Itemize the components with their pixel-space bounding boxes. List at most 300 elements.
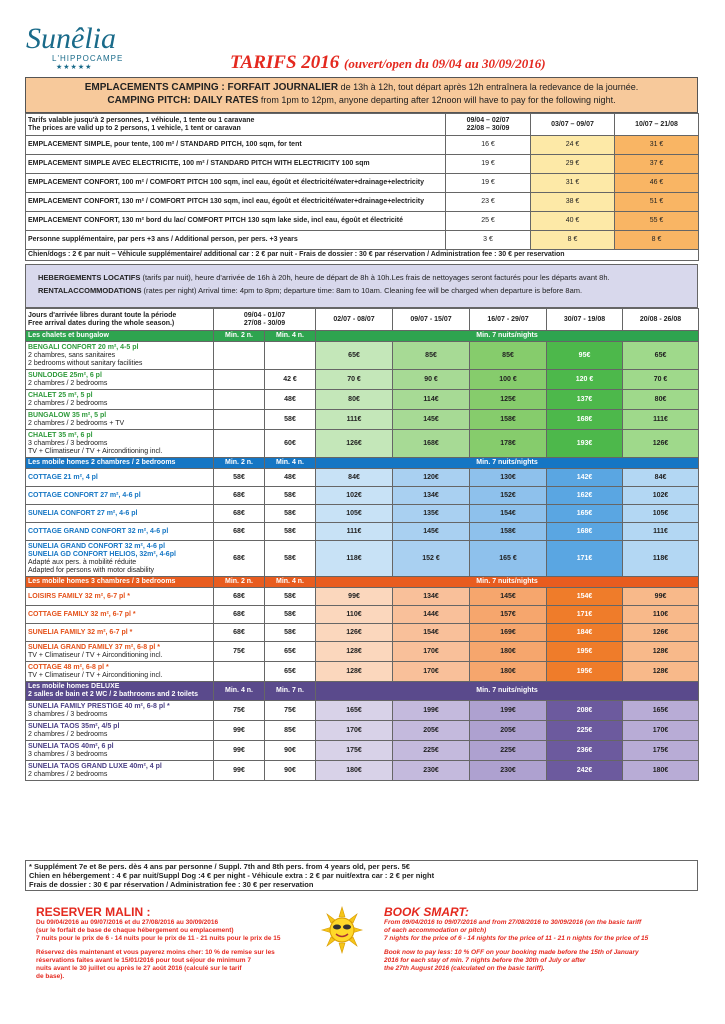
price-cell: 144€ [393,606,470,624]
accommodation-cell [26,662,214,682]
price-cell: 134€ [393,588,470,606]
camping-footer: Chien/dogs : 2 € par nuit – Véhicule supplémentaire/ additional car : 2 € par nuit - Frais de dossier : 30 € par réservation / Administration fee : 30 € per reservation [26,250,699,261]
price-cell: 102€ [623,487,699,505]
price-cell: 68€ [214,523,265,541]
section-header-row [26,331,699,342]
price-cell: 225€ [393,741,470,761]
reserver-block [36,905,336,981]
price-cell: 118€ [623,541,699,577]
price-cell: 68€ [214,541,265,577]
price-cell: 128€ [316,662,393,682]
note-line: Frais de dossier : 30 € par réservation / Administration fee : 30 € per reservation [29,880,314,889]
camping-intro-en: The prices are valid up to 2 persons, 1 vehicle, 1 tent or caravan [28,124,241,132]
price-cell: 75€ [265,701,316,721]
price-cell: 99€ [316,588,393,606]
price-cell: 75€ [214,701,265,721]
price-cell: 170€ [316,721,393,741]
accommodation-cell [26,370,214,390]
price-cell: 126€ [623,430,699,458]
accommodation-row [26,624,699,642]
accommodation-cell [26,430,214,458]
accommodation-name: SUNELIA CONFORT 27 m², 4-6 pl [28,509,138,517]
accommodation-desc: 2 chambres / 2 bedrooms [28,730,108,738]
accommodation-row [26,721,699,741]
rental-intro: Jours d'arrivée libres durant toute la période Free arrival dates during the whole season.) [26,309,214,331]
camping-head-fr-bold: EMPLACEMENTS CAMPING : FORFAIT JOURNALIER [84,82,339,93]
price-cell: 199€ [470,701,547,721]
rental-table [25,308,699,781]
section-title [26,331,214,342]
price-cell: 169€ [470,624,547,642]
price-cell: 175€ [623,741,699,761]
price-cell: 85€ [393,342,470,370]
reserver-line: réservations faites avant le 15/01/2016 pour tout séjour de minimum 7 [36,957,251,964]
price-cell: 184€ [547,624,623,642]
price-cell: 111€ [623,523,699,541]
price-cell: 154€ [547,588,623,606]
price-cell: 80€ [623,390,699,410]
section-title-text: Les chalets et bungalow [28,332,109,339]
price-cell: 165€ [623,701,699,721]
accommodation-row [26,469,699,487]
accommodation-desc: 2 chambres / 2 bedrooms + TV [28,419,125,427]
accommodation-row [26,523,699,541]
camping-price: 3 € [446,231,531,250]
price-cell: 48€ [265,469,316,487]
section-min-stay: Min. 4 n. [214,682,265,701]
price-cell: 154€ [470,505,547,523]
price-cell: 90 € [393,370,470,390]
price-cell: 180€ [470,662,547,682]
section-min-nights: Min. 7 nuits/nights [316,577,699,588]
price-cell: 100 € [470,370,547,390]
camping-period-header: 10/07 – 21/08 [615,114,699,136]
price-cell: 126€ [316,624,393,642]
price-cell: 145€ [393,523,470,541]
rental-period-header: 16/07 - 29/07 [470,309,547,331]
accommodation-cell [26,469,214,487]
accommodation-name: CHALET 25 m², 5 pl [28,391,93,399]
price-cell: 170€ [393,642,470,662]
rental-header [25,264,698,308]
section-min-nights: Min. 7 nuits/nights [316,682,699,701]
rental-head-fr: (tarifs par nuit), heure d'arrivée de 16h à 20h, heure de départ de 8h à 10h.Les frais de nettoyages seront facturés pour les départs avant 8h. [140,273,610,282]
price-cell: 111€ [316,523,393,541]
accommodation-desc: 3 chambres / 3 bedrooms [28,439,108,447]
price-cell: 168€ [393,430,470,458]
accommodation-cell [26,487,214,505]
price-cell: 105€ [623,505,699,523]
price-cell: 65€ [316,342,393,370]
price-cell: 158€ [470,410,547,430]
accommodation-cell [26,721,214,741]
price-cell: 165 € [470,541,547,577]
accommodation-row [26,741,699,761]
camping-price: 8 € [615,231,699,250]
rental-head-en-bold: RENTALACCOMMODATIONS [38,286,142,295]
section-min-nights: Min. 7 nuits/nights [316,331,699,342]
camping-head-en: from 1pm to 12pm, anyone departing after 12noon will have to pay for the following night. [258,95,616,105]
price-cell: 126€ [623,624,699,642]
price-cell: 68€ [214,606,265,624]
camping-row [26,155,699,174]
price-cell: 225€ [547,721,623,741]
camping-row [26,136,699,155]
price-cell: 99€ [623,588,699,606]
camping-price: 37 € [615,155,699,174]
accommodation-row [26,370,699,390]
camping-periods-row [26,114,699,136]
price-cell: 99€ [214,741,265,761]
camping-pitch-label: EMPLACEMENT CONFORT, 100 m² / COMFORT PITCH 100 sqm, incl eau, égoût et électricité/water+drainage+electricity [26,174,446,193]
accommodation-row [26,342,699,370]
price-cell: 68€ [214,588,265,606]
camping-footer-row [26,250,699,261]
price-cell: 162€ [547,487,623,505]
camping-pitch-label: EMPLACEMENT CONFORT, 130 m² bord du lac/ COMFORT PITCH 130 sqm lake side, incl eau, égoût et électricité [26,212,446,231]
price-cell: 128€ [623,662,699,682]
accommodation-name: BENGALI CONFORT 20 m², 4-5 pl [28,343,139,351]
price-cell: 145€ [470,588,547,606]
price-cell: 65€ [623,342,699,370]
price-cell: 170€ [623,721,699,741]
accommodation-name: COTTAGE FAMILY 32 m², 6-7 pl * [28,610,136,618]
reserver-line: de base). [36,973,65,980]
price-cell: 168€ [547,523,623,541]
price-cell: 199€ [393,701,470,721]
camping-price: 8 € [531,231,615,250]
price-cell: 118€ [316,541,393,577]
accommodation-row [26,588,699,606]
section-title [26,682,214,701]
price-cell: 110€ [623,606,699,624]
price-cell: 125€ [470,390,547,410]
camping-price: 51 € [615,193,699,212]
price-cell [214,342,265,370]
section-title [26,458,214,469]
price-cell: 152 € [393,541,470,577]
section-title-text: Les mobile homes 2 chambres / 2 bedrooms [28,459,176,466]
accommodation-row [26,761,699,781]
accommodation-desc: 2 bedrooms without sanitary facilities [28,359,143,367]
reserver-line: Du 09/04/2016 au 09/07/2016 et du 27/08/2016 au 30/09/2016 [36,919,219,926]
price-cell: 85€ [265,721,316,741]
accommodation-name: SUNELIA GRAND CONFORT 32 m², 4-6 pl [28,542,166,550]
rental-periods-row [26,309,699,331]
price-cell: 84€ [316,469,393,487]
camping-row [26,231,699,250]
camping-price: 55 € [615,212,699,231]
camping-price: 31 € [615,136,699,155]
price-cell: 175€ [316,741,393,761]
accommodation-name: SUNELIA GRAND FAMILY 37 m², 6-8 pl * [28,643,160,651]
camping-price: 40 € [531,212,615,231]
accommodation-desc: TV + Climatiseur / TV + Airconditioning incl. [28,447,163,455]
accommodation-row [26,410,699,430]
section-min-stay: Min. 4 n. [265,331,316,342]
book-line: 7 nights for the price of 6 - 14 nights for the price of 11 - 21 n nights for the price of 15 [384,935,649,942]
price-cell: 128€ [316,642,393,662]
price-cell: 84€ [623,469,699,487]
price-cell: 60€ [265,430,316,458]
accommodation-name: SUNELIA TAOS GRAND LUXE 40m², 4 pl [28,762,162,770]
price-cell: 58€ [265,487,316,505]
accommodation-cell [26,741,214,761]
price-cell: 110€ [316,606,393,624]
accommodation-name: BUNGALOW 35 m², 5 pl [28,411,107,419]
price-cell: 193€ [547,430,623,458]
camping-price: 24 € [531,136,615,155]
reserver-line: 7 nuits pour le prix de 6 - 14 nuits pour le prix de 11 - 21 nuits pour le prix de 15 [36,935,281,942]
camping-price: 29 € [531,155,615,174]
price-cell: 180€ [623,761,699,781]
accommodation-desc: 3 chambres / 3 bedrooms [28,710,108,718]
price-cell: 168€ [547,410,623,430]
price-cell [214,662,265,682]
camping-pitch-label: EMPLACEMENT SIMPLE AVEC ELECTRICITE, 100 m² / STANDARD PITCH WITH ELECTRICITY 100 sqm [26,155,446,174]
price-cell: 114€ [393,390,470,410]
logo-word: Sunêlia [26,22,116,55]
book-line: From 09/04/2016 to 09/07/2016 and from 27/08/2016 to 30/09/2016 (on the basic tariff [384,919,642,926]
price-cell: 126€ [316,430,393,458]
accommodation-cell [26,642,214,662]
accommodation-name: COTTAGE GRAND CONFORT 32 m², 4-6 pl [28,527,169,535]
price-cell: 58€ [265,523,316,541]
price-cell: 111€ [316,410,393,430]
price-cell: 42 € [265,370,316,390]
rental-head-fr-bold: HEBERGEMENTS LOCATIFS [38,273,141,282]
price-cell: 120€ [393,469,470,487]
price-cell: 242€ [547,761,623,781]
rental-period-header: 20/08 - 26/08 [623,309,699,331]
book-line: the 27th August 2016 (calculated on the basic tariff). [384,965,545,972]
price-cell: 58€ [265,606,316,624]
price-cell: 58€ [265,541,316,577]
price-cell: 105€ [316,505,393,523]
camping-price: 16 € [446,136,531,155]
camping-pitch-label: EMPLACEMENT CONFORT, 130 m² / COMFORT PITCH 130 sqm, incl eau, égoût et électricité/water+drainage+electricity [26,193,446,212]
accommodation-name: SUNELIA GD CONFORT HELIOS, 32m², 4-6pl [28,550,176,558]
price-cell: 152€ [470,487,547,505]
accommodation-cell [26,588,214,606]
title-sub: (ouvert/open du 09/04 au 30/09/2016) [344,56,546,71]
book-line: 2016 for each stay of min. 7 nights before the 30th of July or after [384,957,586,964]
camping-period-header: 03/07 – 09/07 [531,114,615,136]
price-cell: 120 € [547,370,623,390]
price-cell: 195€ [547,662,623,682]
price-cell: 111€ [623,410,699,430]
section-header-row [26,577,699,588]
camping-head-fr: de 13h à 12h, tout départ après 12h entraînera la redevance de la journée. [338,82,639,92]
accommodation-row [26,642,699,662]
price-cell: 208€ [547,701,623,721]
price-cell [265,342,316,370]
rental-period-header: 02/07 - 08/07 [316,309,393,331]
camping-head-en-bold: CAMPING PITCH: DAILY RATES [107,95,259,106]
accommodation-desc: 2 chambres / 2 bedrooms [28,770,108,778]
camping-price: 46 € [615,174,699,193]
camping-row [26,174,699,193]
camping-header [25,77,698,113]
price-cell: 90€ [265,761,316,781]
accommodation-row [26,390,699,410]
price-cell: 48€ [265,390,316,410]
price-cell [214,410,265,430]
accommodation-name: SUNELIA FAMILY PRESTIGE 40 m², 6-8 pl * [28,702,170,710]
price-cell: 158€ [470,523,547,541]
title-main: TARIFS 2016 [230,52,340,73]
section-min-stay: Min. 4 n. [265,458,316,469]
price-cell: 205€ [470,721,547,741]
note-line: Chien en hébergement : 4 € par nuit/Suppl Dog :4 € per night - Véhicule extra : 2 € par nuit/extra car : 2 € per night [29,871,435,880]
price-cell: 134€ [393,487,470,505]
accommodation-cell [26,624,214,642]
accommodation-desc: 2 chambres / 2 bedrooms [28,399,108,407]
accommodation-cell [26,761,214,781]
price-cell: 58€ [214,469,265,487]
price-cell: 85€ [470,342,547,370]
camping-intro [26,114,446,136]
sun-mascot-icon [320,905,364,955]
accommodation-name: SUNLODGE 25m², 6 pl [28,371,102,379]
accommodation-desc: Adapted for persons with motor disability [28,566,155,574]
section-title-text: Les mobile homes DELUXE [28,683,120,690]
price-cell: 68€ [214,505,265,523]
price-cell: 90€ [265,741,316,761]
price-cell: 142€ [547,469,623,487]
camping-price: 38 € [531,193,615,212]
book-block [384,905,714,973]
accommodation-row [26,505,699,523]
price-cell: 230€ [393,761,470,781]
accommodation-name: SUNELIA FAMILY 32 m², 6-7 pl * [28,628,133,636]
reserver-line: Réservez dès maintenant et vous payerez moins cher: 10 % de remise sur les [36,949,275,956]
accommodation-desc: 2 chambres, sans sanitaires [28,351,116,359]
rental-period-header: 09/04 - 01/07 27/08 - 30/09 [214,309,316,331]
price-cell: 157€ [470,606,547,624]
price-cell: 58€ [265,588,316,606]
camping-pitch-label: EMPLACEMENT SIMPLE, pour tente, 100 m² / STANDARD PITCH, 100 sqm, for tent [26,136,446,155]
price-cell: 75€ [214,642,265,662]
price-cell: 65€ [265,642,316,662]
price-cell: 102€ [316,487,393,505]
camping-price: 19 € [446,155,531,174]
book-line: Book now to pay less: 10 % OFF on your booking made before the 15th of January [384,949,639,956]
price-cell: 205€ [393,721,470,741]
accommodation-name: COTTAGE 48 m², 6-8 pl * [28,663,109,671]
camping-period-header: 09/04 – 02/07 22/08 – 30/09 [446,114,531,136]
accommodation-row [26,606,699,624]
accommodation-row [26,541,699,577]
price-cell: 195€ [547,642,623,662]
section-title [26,577,214,588]
section-subtitle-text: 2 salles de bain et 2 WC / 2 bathrooms and 2 toilets [28,691,198,698]
price-cell: 68€ [214,487,265,505]
accommodation-cell [26,505,214,523]
accommodation-row [26,662,699,682]
price-cell: 99€ [214,721,265,741]
price-cell [214,430,265,458]
accommodation-cell [26,606,214,624]
camping-row [26,212,699,231]
notes [25,860,698,891]
accommodation-desc: 2 chambres / 2 bedrooms [28,379,108,387]
section-min-stay: Min. 7 n. [265,682,316,701]
accommodation-name: COTTAGE 21 m², 4 pl [28,473,98,481]
logo [26,24,126,72]
logo-stars: ★★★★★ [56,64,93,71]
accommodation-desc: TV + Climatiseur / TV + Airconditioning incl. [28,671,163,679]
price-cell: 170€ [393,662,470,682]
reserver-line: (sur le forfait de base de chaque hébergement ou emplacement) [36,927,234,934]
price-cell: 135€ [393,505,470,523]
accommodation-row [26,487,699,505]
price-cell: 180€ [316,761,393,781]
price-cell: 180€ [470,642,547,662]
price-cell: 68€ [214,624,265,642]
price-cell: 154€ [393,624,470,642]
price-cell: 58€ [265,624,316,642]
book-title: BOOK SMART: [384,905,469,919]
accommodation-row [26,701,699,721]
price-cell: 58€ [265,505,316,523]
camping-table [25,113,699,261]
price-cell: 230€ [470,761,547,781]
camping-pitch-label: Personne supplémentaire, par pers +3 ans / Additional person, per pers. +3 years [26,231,446,250]
section-min-stay: Min. 2 n. [214,577,265,588]
price-cell: 99€ [214,761,265,781]
price-cell: 225€ [470,741,547,761]
section-title-text: Les mobile homes 3 chambres / 3 bedrooms [28,578,176,585]
reserver-title: RESERVER MALIN : [36,905,151,919]
camping-price: 19 € [446,174,531,193]
price-cell: 65€ [265,662,316,682]
section-min-stay: Min. 4 n. [265,577,316,588]
accommodation-cell [26,342,214,370]
rental-head-en: (rates per night) Arrival time: 4pm to 8pm; departure time: 8am to 10am. Cleaning fee will be charged when departure is before 8am. [141,286,583,295]
accommodation-cell [26,541,214,577]
rental-period-header: 30/07 - 19/08 [547,309,623,331]
accommodation-cell [26,390,214,410]
camping-price: 23 € [446,193,531,212]
accommodation-name: SUNELIA TAOS 35m², 4/5 pl [28,722,120,730]
price-cell: 80€ [316,390,393,410]
price-cell: 178€ [470,430,547,458]
reserver-line: nuits avant le 30 juillet ou après le 27 août 2016 (calculé sur le tarif [36,965,242,972]
price-cell: 145€ [393,410,470,430]
price-cell: 137€ [547,390,623,410]
accommodation-name: SUNELIA TAOS 40m², 6 pl [28,742,114,750]
camping-price: 31 € [531,174,615,193]
accommodation-desc: TV + Climatiseur / TV + Airconditioning incl. [28,651,163,659]
section-min-stay: Min. 2 n. [214,331,265,342]
accommodation-desc: 3 chambres / 3 bedrooms [28,750,108,758]
price-cell: 165€ [316,701,393,721]
section-header-row [26,458,699,469]
accommodation-desc: Adapté aux pers. à mobilité réduite [28,558,137,566]
accommodation-row [26,430,699,458]
camping-intro-fr: Tarifs valable jusqu'à 2 personnes, 1 véhicule, 1 tente ou 1 caravane [28,116,255,124]
price-cell: 171€ [547,606,623,624]
price-cell [214,390,265,410]
page-title [230,52,546,74]
price-cell: 70 € [623,370,699,390]
logo-sub: L'HIPPOCAMPE [52,54,124,63]
price-cell: 130€ [470,469,547,487]
accommodation-name: CHALET 35 m², 6 pl [28,431,93,439]
price-cell: 70 € [316,370,393,390]
price-cell: 171€ [547,541,623,577]
